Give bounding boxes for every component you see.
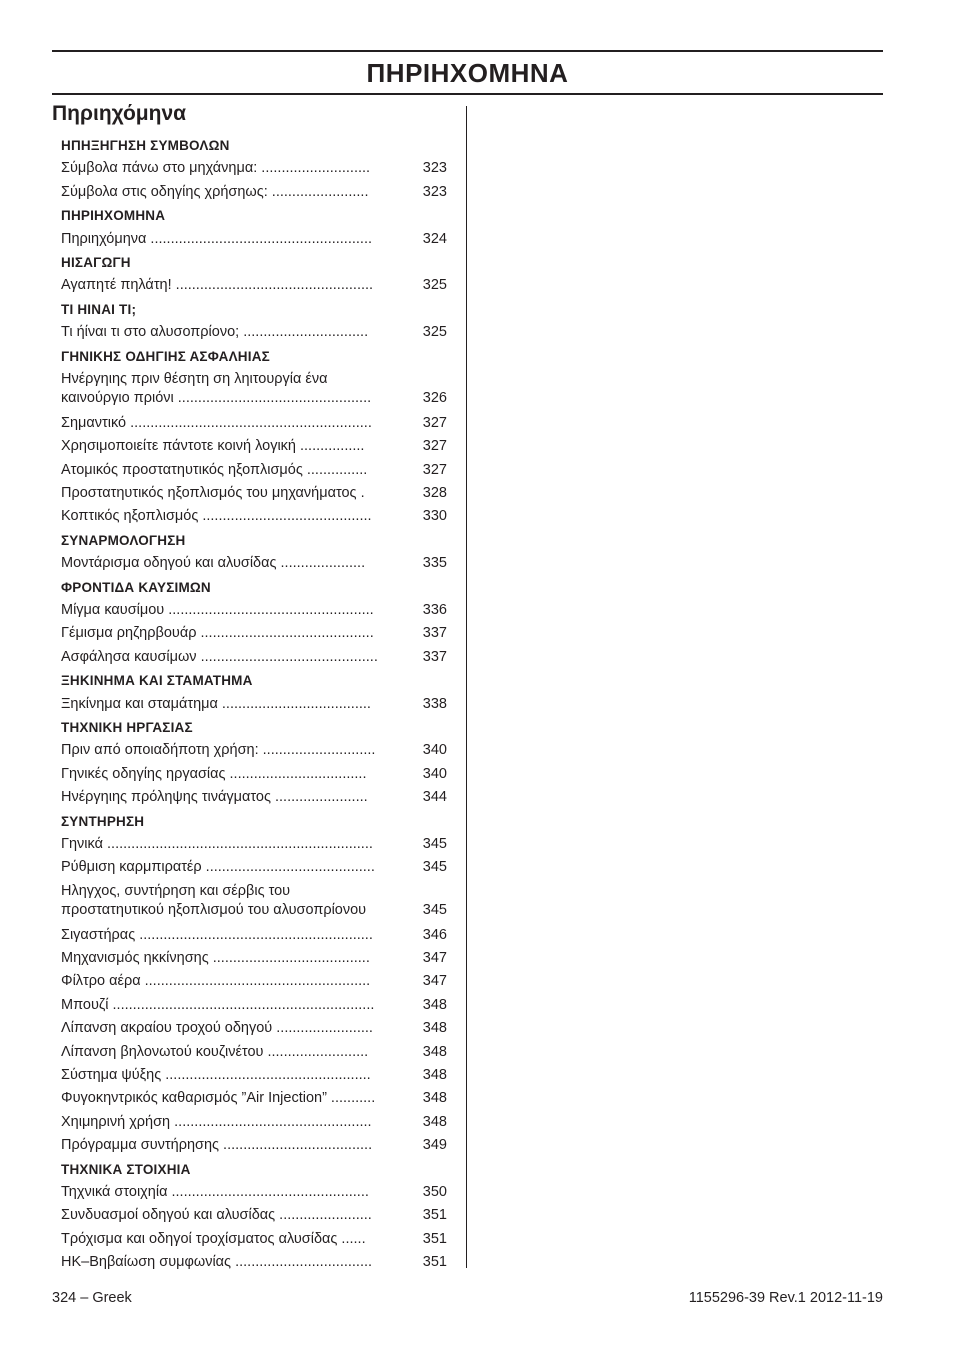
toc-page-number: 324 bbox=[422, 230, 447, 247]
toc-entry bbox=[61, 622, 447, 645]
toc-entry-text: Τρόχισμα και οδηγοί τροχίσματος αλυσίδας ...... bbox=[61, 1230, 366, 1247]
toc-title: Πηριηχόμηνα bbox=[52, 102, 187, 125]
toc-section-heading: ΠΗΡΙΗΧΟΜΗΝΑ bbox=[61, 208, 166, 224]
toc-entry bbox=[61, 435, 447, 458]
header-bottom-rule bbox=[52, 93, 883, 95]
toc-page-number: 349 bbox=[422, 1137, 447, 1154]
toc-entry-text: Ρύθμιση καρμπιρατέρ .......................................... bbox=[61, 859, 375, 876]
toc-entry-text: Φυγοκηντρικός καθαρισμός ”Air Injection” ........... bbox=[61, 1090, 376, 1107]
toc-entry bbox=[61, 1111, 447, 1134]
toc-entry bbox=[61, 1251, 447, 1274]
toc-page-number: 340 bbox=[422, 765, 447, 782]
toc-entry bbox=[61, 739, 447, 762]
toc-page-number: 336 bbox=[422, 602, 447, 619]
toc-page-number: 350 bbox=[422, 1184, 447, 1200]
toc-entry bbox=[61, 505, 447, 528]
toc-page-number: 347 bbox=[422, 973, 447, 990]
toc-entry-text: Γέμισμα ρηζηρβουάρ ........................................... bbox=[61, 625, 374, 642]
toc-entry-text: Λίπανση ακραίου τροχού οδηγού ........................ bbox=[61, 1020, 373, 1037]
toc-entry bbox=[61, 228, 447, 251]
toc-page-number: 325 bbox=[422, 324, 447, 341]
toc-entry bbox=[61, 1087, 447, 1110]
toc-entry-text: Σύμβολα πάνω στο μηχάνημα: ........................... bbox=[61, 160, 371, 177]
header-top-rule bbox=[52, 50, 883, 52]
toc-entry bbox=[61, 646, 447, 669]
toc-entry-text: Σιγαστήρας .......................................................... bbox=[61, 926, 373, 943]
toc-page-number: 348 bbox=[422, 996, 447, 1013]
toc-entry-text: Γηνικά .................................................................. bbox=[61, 835, 373, 852]
toc-section-heading: ΣΥΝΤΗΡΗΣΗ bbox=[61, 813, 145, 829]
toc-entry bbox=[61, 880, 447, 924]
toc-entry-text: Χηιμηρινή χρήση ................................................. bbox=[61, 1113, 372, 1130]
toc-entry-text: Ασφάλησα καυσίμων ............................................ bbox=[61, 648, 378, 665]
toc-page-number: 344 bbox=[422, 789, 447, 806]
toc-entry-text: Σημαντικό ............................................................ bbox=[61, 414, 372, 431]
toc-entry-text: Αγαπητέ πηλάτη! ................................................. bbox=[61, 277, 374, 294]
toc-section-heading: ΦΡΟΝΤΙΔΑ ΚΑΥΣΙΜΩΝ bbox=[61, 579, 211, 595]
toc-entry bbox=[61, 552, 447, 575]
toc-entry bbox=[61, 856, 447, 879]
toc-entry-text: Μίγμα καυσίμου ................................................... bbox=[61, 602, 374, 619]
toc-entry-text: Πρόγραμμα συντήρησης ..................................... bbox=[61, 1137, 373, 1154]
toc-page-number: 345 bbox=[422, 859, 447, 876]
toc-entry-text-line1: Ηνέργηιης πριν θέσητη ση ληιτουργία ένα bbox=[61, 370, 328, 387]
toc-entry bbox=[61, 599, 447, 622]
toc-page-number: 348 bbox=[422, 1090, 447, 1107]
toc-section-heading: ΗΠΗΞΗΓΗΣΗ ΣΥΜΒΟΛΩΝ bbox=[61, 137, 230, 153]
toc-page-number: 325 bbox=[422, 277, 447, 294]
toc-page-number: 346 bbox=[422, 926, 447, 943]
toc-entry bbox=[61, 994, 447, 1017]
toc-entry bbox=[61, 786, 447, 809]
toc-entry bbox=[61, 1017, 447, 1040]
toc-entry bbox=[61, 321, 447, 344]
toc-entry bbox=[61, 1181, 447, 1204]
toc-page-number: 351 bbox=[422, 1254, 447, 1271]
toc-page-number: 327 bbox=[422, 414, 447, 431]
toc-page-number: 348 bbox=[422, 1043, 447, 1060]
toc-page-number: 348 bbox=[422, 1067, 447, 1084]
toc-page-number: 327 bbox=[422, 461, 447, 478]
toc-entry bbox=[61, 181, 447, 204]
table-of-contents bbox=[61, 134, 447, 1275]
toc-entry-text: Μοντάρισμα οδηγού και αλυσίδας ..................... bbox=[61, 555, 366, 572]
toc-entry-text: Μηχανισμός ηκκίνησης ....................................... bbox=[61, 950, 370, 967]
toc-entry bbox=[61, 947, 447, 970]
toc-entry bbox=[61, 1041, 447, 1064]
toc-entry-text: Σύστημα ψύξης ................................................... bbox=[61, 1067, 371, 1084]
page-header-title: ΠΗΡΙΗΧΟΜΗΝΑ bbox=[366, 58, 569, 88]
toc-page-number: 323 bbox=[422, 183, 447, 200]
toc-page-number: 327 bbox=[422, 438, 447, 455]
toc-entry-text: Φίλτρο αέρα ........................................................ bbox=[61, 973, 371, 990]
toc-entry-text-line2: προστατηυτικού ηξοπλισμού του αλυσοπρίονου bbox=[61, 902, 367, 919]
toc-entry-text: Ηνέργηιης πρόληψης τινάγματος ....................... bbox=[61, 789, 368, 806]
toc-page-number: 345 bbox=[422, 902, 447, 919]
toc-page-number: 338 bbox=[422, 695, 447, 712]
toc-page-number: 351 bbox=[422, 1230, 447, 1247]
toc-entry bbox=[61, 971, 447, 994]
toc-entry bbox=[61, 1204, 447, 1227]
toc-entry bbox=[61, 368, 447, 412]
toc-entry bbox=[61, 1228, 447, 1251]
toc-entry-text: Σύμβολα στις οδηγίης χρήσηως: ........................ bbox=[61, 183, 369, 200]
toc-entry bbox=[61, 763, 447, 786]
toc-entry-text: Τηχνικά στοιχηία ................................................. bbox=[61, 1184, 369, 1200]
toc-section-heading: ΞΗΚΙΝΗΜΑ ΚΑΙ ΣΤΑΜΑΤΗΜΑ bbox=[61, 673, 253, 689]
toc-entry bbox=[61, 1064, 447, 1087]
toc-entry bbox=[61, 924, 447, 947]
toc-entry bbox=[61, 157, 447, 180]
toc-page-number: 348 bbox=[422, 1113, 447, 1130]
toc-entry-text: Μπουζί ................................................................. bbox=[61, 996, 375, 1013]
toc-entry-text: Ατομικός προστατηυτικός ηξοπλισμός ............... bbox=[61, 461, 368, 478]
toc-entry-text: ΗΚ–Βηβαίωση συμφωνίας .................................. bbox=[61, 1254, 373, 1271]
toc-page-number: 337 bbox=[422, 648, 447, 665]
toc-section-heading: ΤΗΧΝΙΚΗ ΗΡΓΑΣΙΑΣ bbox=[61, 719, 193, 735]
toc-page-number: 340 bbox=[422, 742, 447, 759]
toc-section-heading: ΤΗΧΝΙΚΑ ΣΤΟΙΧΗΙΑ bbox=[61, 1161, 191, 1177]
page-number-footer: 324 – Greek bbox=[52, 1290, 132, 1306]
toc-page-number: 337 bbox=[422, 625, 447, 642]
toc-page-number: 323 bbox=[422, 160, 447, 177]
toc-entry-text: Πηριηχόμηνα ....................................................... bbox=[61, 230, 373, 247]
toc-page-number: 330 bbox=[422, 508, 447, 525]
toc-entry-text-line1: Ηληγχος, συντήρηση και σέρβις του bbox=[61, 882, 291, 899]
toc-entry-text: Χρησιμοποιείτε πάντοτε κοινή λογική ................ bbox=[61, 438, 365, 455]
toc-page-number: 347 bbox=[422, 950, 447, 967]
toc-entry-text bbox=[61, 882, 411, 921]
toc-entry-text: Συνδυασμοί οδηγού και αλυσίδας ....................... bbox=[61, 1207, 372, 1224]
toc-entry-text: Προστατηυτικός ηξοπλισμός του μηχανήματος . bbox=[61, 485, 365, 502]
toc-entry bbox=[61, 693, 447, 716]
toc-page-number: 335 bbox=[422, 555, 447, 572]
toc-section-heading: ΓΗΝΙΚΗΣ ΟΔΗΓΙΗΣ ΑΣΦΑΛΗΙΑΣ bbox=[61, 348, 270, 364]
toc-section-heading: ΗΙΣΑΓΩΓΗ bbox=[61, 254, 131, 270]
toc-section-heading: ΣΥΝΑΡΜΟΛΟΓΗΣΗ bbox=[61, 532, 186, 548]
toc-entry-text: Λίπανση βηλονωτού κουζινέτου ......................... bbox=[61, 1043, 369, 1060]
toc-entry-text: Ξηκίνημα και σταμάτημα ..................................... bbox=[61, 695, 371, 712]
toc-page-number: 351 bbox=[422, 1207, 447, 1224]
toc-entry-text-line2: καινούργιο πριόνι ................................................ bbox=[61, 390, 372, 407]
toc-entry-text bbox=[61, 370, 411, 409]
toc-entry bbox=[61, 1134, 447, 1157]
toc-entry-text: Τι ήίναι τι στο αλυσοπρίονο; ............................... bbox=[61, 324, 369, 341]
toc-page-number: 348 bbox=[422, 1020, 447, 1037]
toc-page-number: 328 bbox=[422, 485, 447, 502]
toc-entry bbox=[61, 459, 447, 482]
toc-section-heading: ΤΙ ΗΙΝΑΙ ΤΙ; bbox=[61, 301, 137, 317]
toc-entry bbox=[61, 482, 447, 505]
toc-page-number: 326 bbox=[422, 390, 447, 407]
toc-page-number: 345 bbox=[422, 835, 447, 852]
toc-entry-text: Πριν από οποιαδήποτη χρήση: ............................ bbox=[61, 742, 376, 759]
toc-entry bbox=[61, 833, 447, 856]
toc-entry bbox=[61, 412, 447, 435]
document-id-footer: 1155296-39 Rev.1 2012-11-19 bbox=[688, 1290, 883, 1306]
toc-entry-text: Γηνικές οδηγίης ηργασίας .................................. bbox=[61, 765, 367, 782]
column-divider bbox=[466, 106, 467, 1268]
toc-entry bbox=[61, 274, 447, 297]
toc-entry-text: Κοπτικός ηξοπλισμός .......................................... bbox=[61, 508, 372, 525]
